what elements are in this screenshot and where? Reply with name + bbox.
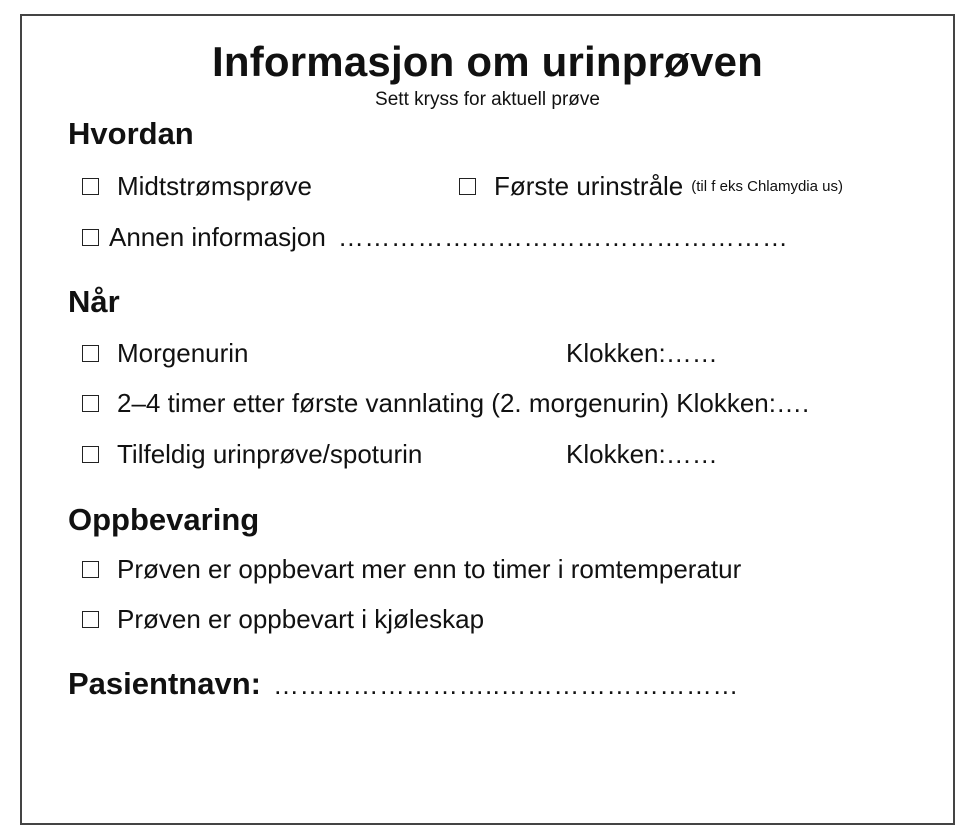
patient-name-row — [68, 666, 739, 702]
romtemperatur-checkbox[interactable] — [82, 561, 99, 578]
kjoleskap-checkbox[interactable] — [82, 611, 99, 628]
option-annen-informasjon[interactable] — [82, 222, 788, 253]
option-kjoleskap[interactable] — [82, 604, 484, 635]
tilfeldig-checkbox[interactable] — [82, 446, 99, 463]
option-romtemperatur[interactable] — [82, 554, 741, 585]
section-oppbevaring-heading: Oppbevaring — [68, 502, 260, 537]
option-2-4-timer[interactable] — [82, 388, 809, 419]
annen-informasjon-label: Annen informasjon — [109, 222, 326, 252]
morgenurin-label: Morgenurin — [117, 338, 249, 368]
patient-name-fill-line[interactable]: ……………………..……………………… — [272, 670, 739, 700]
forste-urinstrale-note: (til f eks Chlamydia us) — [691, 178, 843, 195]
kjoleskap-label: Prøven er oppbevart i kjøleskap — [117, 604, 485, 634]
tilfeldig-klokken[interactable]: Klokken:…… — [566, 439, 718, 469]
2-4-timer-checkbox[interactable] — [82, 395, 99, 412]
midtstrom-checkbox[interactable] — [82, 178, 99, 195]
section-hvordan-heading: Hvordan — [68, 116, 194, 151]
midtstrom-label: Midtstrømsprøve — [117, 171, 312, 201]
annen-informasjon-checkbox[interactable] — [82, 229, 99, 246]
form-title: Informasjon om urinprøven — [211, 38, 764, 85]
morgenurin-klokken[interactable]: Klokken:…… — [566, 338, 718, 368]
option-morgenurin[interactable] — [82, 338, 249, 369]
morgenurin-checkbox[interactable] — [82, 345, 99, 362]
romtemperatur-label: Prøven er oppbevart mer enn to timer i romtemperatur — [117, 554, 742, 584]
option-midtstrom[interactable] — [82, 171, 312, 202]
option-forste-urinstrale[interactable] — [459, 171, 843, 202]
urine-sample-form — [20, 14, 955, 825]
section-naar-heading: Når — [68, 284, 120, 319]
patient-name-label: Pasientnavn: — [68, 666, 261, 701]
form-subtitle: Sett kryss for aktuell prøve — [375, 89, 600, 110]
tilfeldig-label: Tilfeldig urinprøve/spoturin — [117, 439, 423, 469]
forste-urinstrale-label: Første urinstråle — [494, 171, 684, 201]
annen-informasjon-fill-line[interactable]: …………………………………………… — [337, 222, 789, 252]
forste-urinstrale-checkbox[interactable] — [459, 178, 476, 195]
2-4-timer-label: 2–4 timer etter første vannlating (2. morgenurin) Klokken:…. — [117, 388, 810, 418]
option-tilfeldig[interactable] — [82, 439, 422, 470]
